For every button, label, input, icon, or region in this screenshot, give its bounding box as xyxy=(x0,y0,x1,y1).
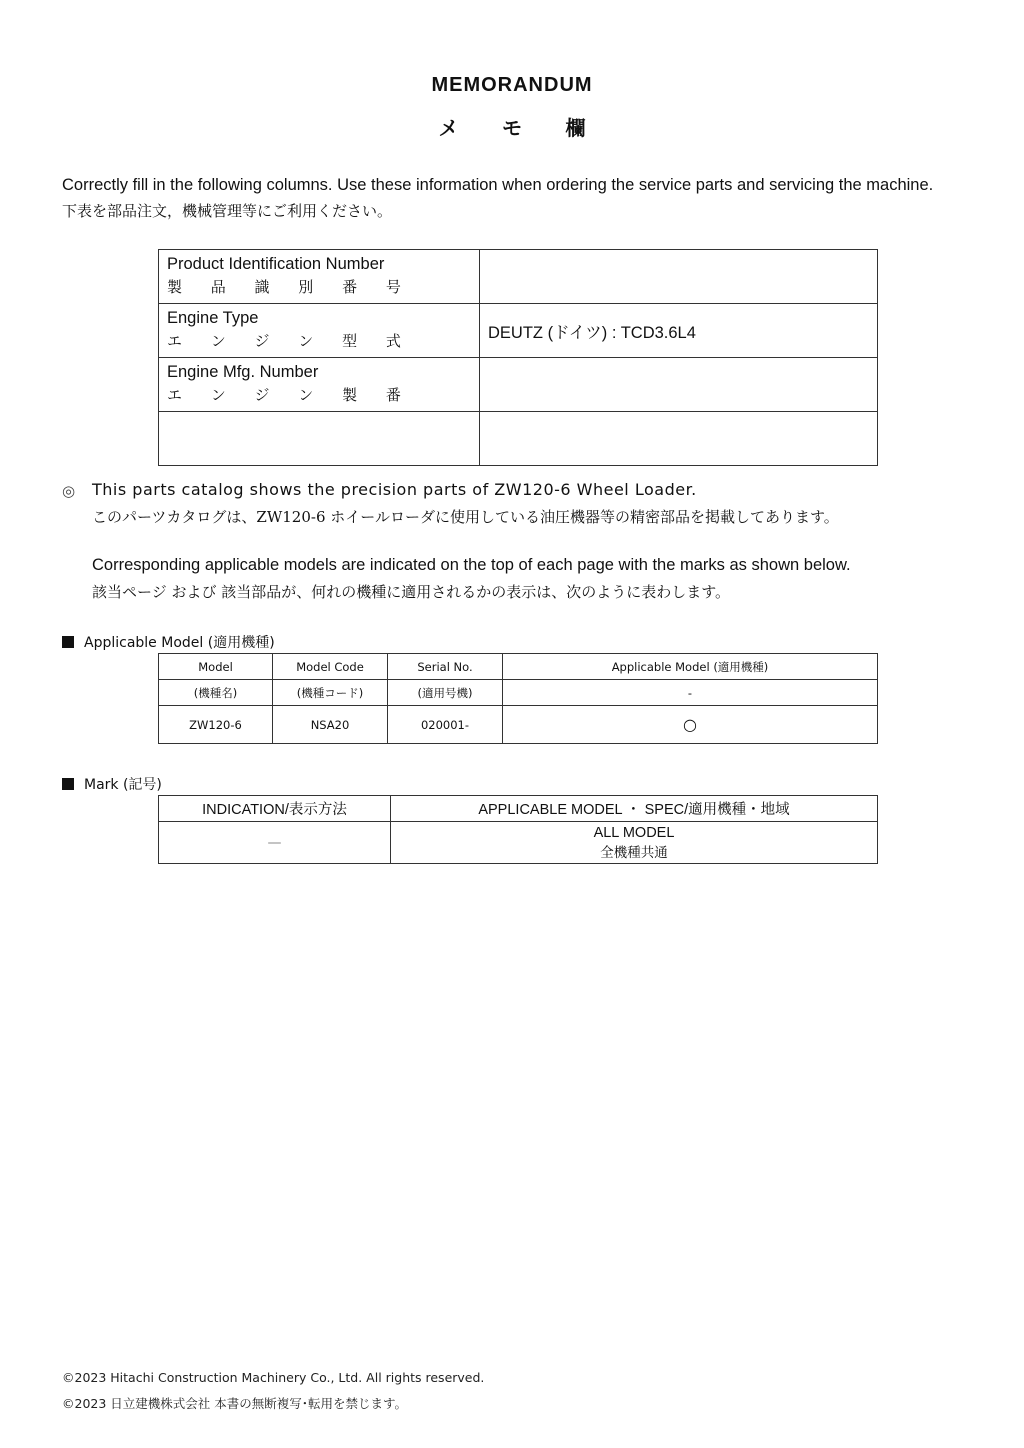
table-row xyxy=(159,358,878,412)
applicable-model-heading-text: Applicable Model (適用機種) xyxy=(84,635,275,651)
mark-header-applicable: APPLICABLE MODEL ・ SPEC/適用機種・地域 xyxy=(391,796,878,822)
header-applicable-mark: - xyxy=(503,680,878,706)
header-serial-japanese: (適用号機) xyxy=(388,680,503,706)
header-serial-no: Serial No. xyxy=(388,654,503,680)
applicable-model-heading xyxy=(62,632,275,652)
engine-mfg-value xyxy=(480,358,878,412)
pin-value xyxy=(480,250,878,304)
table-row xyxy=(159,304,878,358)
table-row xyxy=(159,796,878,822)
engine-type-value: DEUTZ (ドイツ) : TCD3.6L4 xyxy=(480,304,878,358)
all-model-label: ALL MODEL xyxy=(593,824,675,841)
mark-all-model-cell xyxy=(391,822,878,864)
cell-model: ZW120-6 xyxy=(159,706,273,744)
note-models-japanese: 該当ページ および 該当部品が、何れの機種に適用されるかの表示は、次のように表わします。 xyxy=(92,583,731,601)
note-catalog-english: This parts catalog shows the precision parts of ZW120-6 Wheel Loader. xyxy=(92,480,697,499)
table-row xyxy=(159,680,878,706)
intro-japanese: 下表を部品注文，機械管理等にご利用ください。 xyxy=(62,202,393,220)
square-bullet-icon xyxy=(62,636,74,648)
copyright-japanese: ©2023 日立建機株式会社 本書の無断複写･転用を禁じます。 xyxy=(62,1396,408,1411)
header-applicable-model: Applicable Model (適用機種) xyxy=(503,654,878,680)
table-row xyxy=(159,412,878,466)
table-row xyxy=(159,250,878,304)
blank-label-cell xyxy=(159,412,480,466)
header-model-code-japanese: (機種コード) xyxy=(273,680,388,706)
double-circle-icon: ◎ xyxy=(62,482,76,500)
pin-label: Product Identification Number xyxy=(167,255,385,273)
engine-type-label: Engine Type xyxy=(167,309,259,327)
cell-applicable-circle: ○ xyxy=(503,706,878,744)
mark-table xyxy=(158,795,878,864)
engine-mfg-label-japanese: エ ン ジ ン 製 番 xyxy=(167,386,413,404)
mark-heading xyxy=(62,774,162,794)
table-row xyxy=(159,654,878,680)
note-models-english: Corresponding applicable models are indicated on the top of each page with the marks as shown below. xyxy=(92,556,851,574)
intro-english: Correctly fill in the following columns. Use these information when ordering the service parts and servicing the machine. xyxy=(62,176,934,194)
applicable-model-table xyxy=(158,653,878,744)
cell-serial-no: 020001- xyxy=(388,706,503,744)
mark-heading-text: Mark (記号) xyxy=(84,777,162,793)
mark-header-indication: INDICATION/表示方法 xyxy=(159,796,391,822)
mark-indication-dash: — xyxy=(159,822,391,864)
engine-type-label-japanese: エ ン ジ ン 型 式 xyxy=(167,332,413,350)
cell-model-code: NSA20 xyxy=(273,706,388,744)
pin-label-cell xyxy=(159,250,480,304)
pin-label-japanese: 製 品 識 別 番 号 xyxy=(167,278,413,296)
all-model-label-japanese: 全機種共通 xyxy=(600,844,668,861)
table-row xyxy=(159,706,878,744)
header-model-code: Model Code xyxy=(273,654,388,680)
engine-type-label-cell xyxy=(159,304,480,358)
page-title-japanese: メ モ 欄 xyxy=(438,118,586,140)
page-title: MEMORANDUM xyxy=(431,74,593,96)
header-model: Model xyxy=(159,654,273,680)
engine-mfg-label: Engine Mfg. Number xyxy=(167,363,319,381)
table-row xyxy=(159,822,878,864)
header-model-japanese: (機種名) xyxy=(159,680,273,706)
engine-mfg-label-cell xyxy=(159,358,480,412)
copyright-english: ©2023 Hitachi Construction Machinery Co., Ltd. All rights reserved. xyxy=(62,1370,485,1385)
note-catalog-japanese: このパーツカタログは、ZW120-6 ホイールローダに使用している油圧機器等の精密部品を掲載してあります。 xyxy=(92,508,839,526)
identification-table xyxy=(158,249,878,466)
square-bullet-icon xyxy=(62,778,74,790)
blank-value xyxy=(480,412,878,466)
